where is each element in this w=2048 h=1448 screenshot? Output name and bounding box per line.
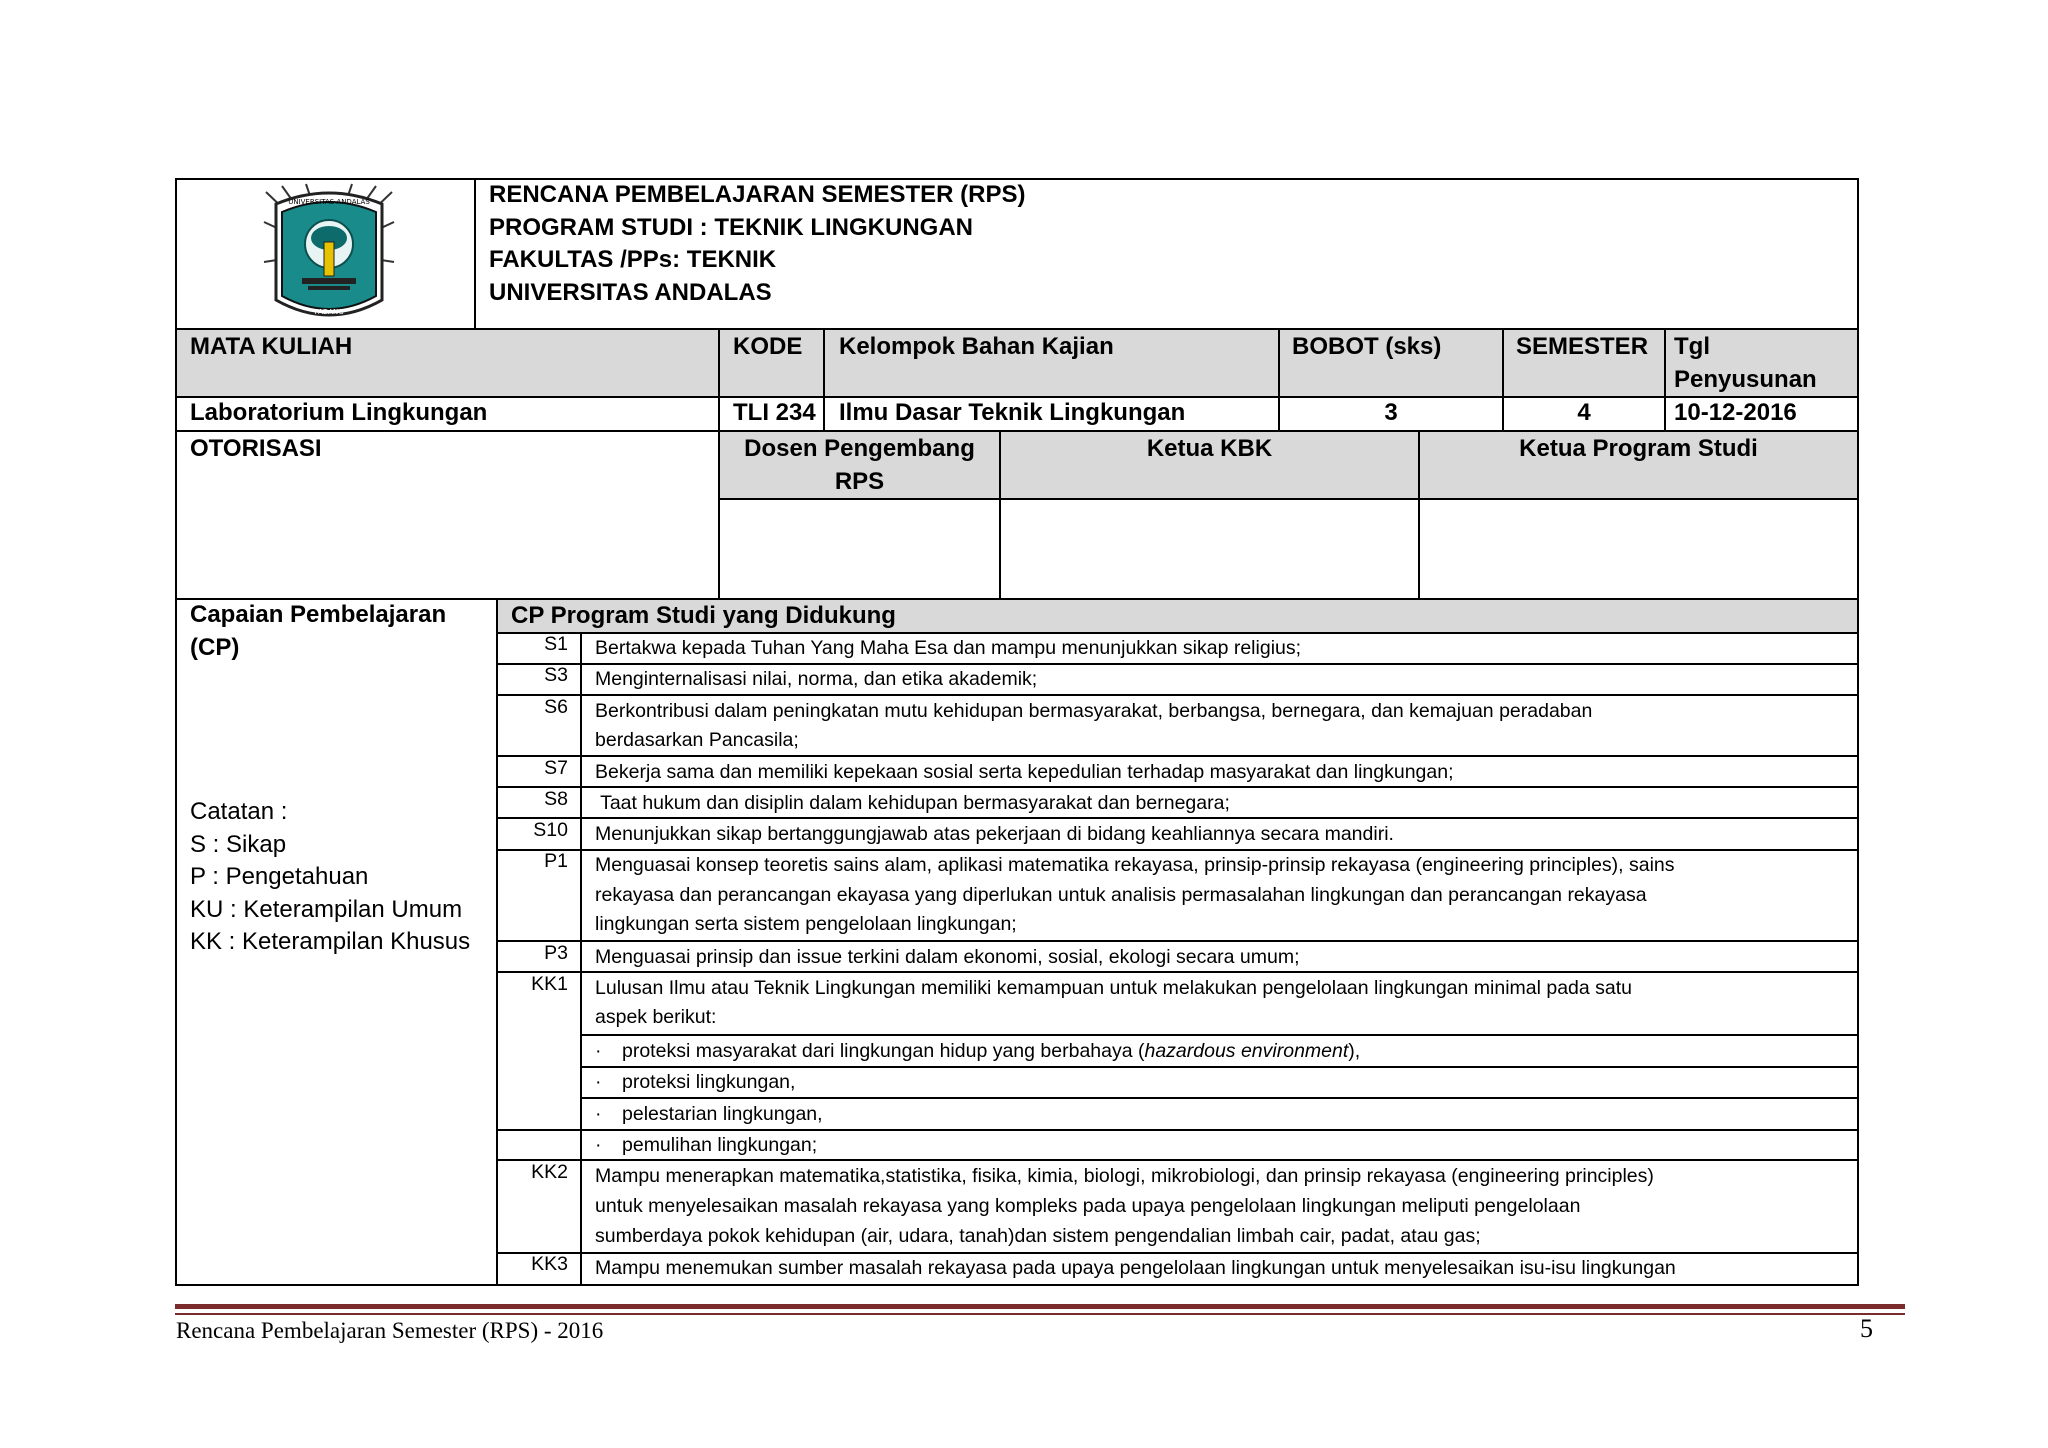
kode-value: TLI 234 [733, 399, 816, 426]
cp-desc-kk1-line1: Lulusan Ilmu atau Teknik Lingkungan memiliki kemampuan untuk melakukan pengelolaan lingkungan minimal pada satu [595, 977, 1633, 999]
semester-value: 4 [1577, 399, 1591, 426]
cp-desc-s6-line2: berdasarkan Pancasila; [595, 729, 799, 751]
bullet-marker: · [595, 1134, 602, 1156]
cp-desc-s8: Taat hukum dan disiplin dalam kehidupan bermasyarakat dan bernegara; [595, 792, 1230, 814]
cp-desc-kk2-line2: untuk menyelesaikan masalah rekayasa yang kompleks pada upaya pengelolaan lingkungan meliputi pengelolaan [595, 1195, 1581, 1217]
cp-desc-kk2-line1: Mampu menerapkan matematika,statistika, fisika, kimia, biologi, mikrobiologi, dan prinsip rekayasa (engineering principles) [595, 1165, 1654, 1187]
kode-header: KODE [733, 333, 803, 360]
cp-desc-p1-line3: lingkungan serta sistem pengelolaan lingkungan; [595, 913, 1017, 935]
cp-code-kk2: KK2 [531, 1161, 568, 1183]
program-studi-title: PROGRAM STUDI : TEKNIK LINGKUNGAN [489, 214, 973, 241]
cp-code-p3: P3 [544, 942, 568, 964]
cp-code-s7: S7 [544, 757, 568, 779]
cp-desc-s7: Bekerja sama dan memiliki kepekaan sosial serta kepedulian terhadap masyarakat dan lingkungan; [595, 761, 1454, 783]
ketua-kbk-label: Ketua KBK [1146, 435, 1273, 462]
kk1-bullet-item: · proteksi masyarakat dari lingkungan hidup yang berbahaya (hazardous environment), [595, 1036, 1360, 1066]
ketua-prodi-signature-cell[interactable] [1420, 500, 1857, 598]
cp-desc-p1-line2: rekayasa dan perancangan ekayasa yang diperlukan untuk analisis permasalahan lingkungan dan perancangan rekayasa [595, 884, 1647, 906]
bullet-marker: · [595, 1040, 602, 1062]
dosen-pengembang-line1: Dosen Pengembang [744, 435, 975, 462]
otorisasi-label: OTORISASI [190, 435, 322, 462]
rps-title: RENCANA PEMBELAJARAN SEMESTER (RPS) [489, 181, 1026, 208]
cp-code-s3: S3 [544, 664, 568, 686]
catatan-keterampilan-umum: KU : Keterampilan Umum [190, 896, 463, 923]
bobot-value: 3 [1384, 399, 1398, 426]
cp-desc-s6-line1: Berkontribusi dalam peningkatan mutu kehidupan bermasyarakat, berbangsa, bernegara, dan kemajuan peradaban [595, 700, 1593, 722]
cp-desc-kk3: Mampu menemukan sumber masalah rekayasa pada upaya pengelolaan lingkungan untuk menyelesaikan isu-isu lingkungan [595, 1257, 1676, 1279]
kelompok-header: Kelompok Bahan Kajian [839, 333, 1114, 360]
tgl-header-line2: Penyusunan [1674, 366, 1817, 393]
cp-label-line1: Capaian Pembelajaran [190, 601, 447, 628]
catatan-sikap: S : Sikap [190, 831, 287, 858]
catatan-keterampilan-khusus: KK : Keterampilan Khusus [190, 928, 471, 955]
mata-kuliah-header: MATA KULIAH [190, 333, 353, 360]
cp-code-s8: S8 [544, 788, 568, 810]
kelompok-value: Ilmu Dasar Teknik Lingkungan [839, 399, 1186, 426]
tgl-header-line1: Tgl [1674, 333, 1710, 360]
footer-rule [175, 1304, 1905, 1309]
kk1-bullet-item: · pelestarian lingkungan, [595, 1099, 823, 1129]
cp-desc-s1: Bertakwa kepada Tuhan Yang Maha Esa dan mampu menunjukkan sikap religius; [595, 637, 1302, 659]
cp-desc-s10: Menunjukkan sikap bertanggungjawab atas pekerjaan di bidang keahliannya secara mandiri. [595, 823, 1394, 845]
universitas-title: UNIVERSITAS ANDALAS [489, 279, 772, 306]
footer-rule-thin [175, 1313, 1905, 1315]
cp-desc-p1-line1: Menguasai konsep teoretis sains alam, aplikasi matematika rekayasa, prinsip-prinsip rekayasa (engineering principles), sains [595, 854, 1675, 876]
bullet-marker: · [595, 1071, 602, 1093]
cp-code-p1: P1 [544, 850, 568, 872]
semester-header: SEMESTER [1516, 333, 1649, 360]
university-logo [262, 182, 396, 326]
cp-code-s10: S10 [533, 819, 568, 841]
catatan-title: Catatan : [190, 798, 288, 825]
kk1-bullet-item: · proteksi lingkungan, [595, 1067, 795, 1097]
cp-desc-kk1-line2: aspek berikut: [595, 1006, 717, 1028]
ketua-kbk-signature-cell[interactable] [1001, 500, 1418, 598]
tgl-value: 10-12-2016 [1674, 399, 1797, 426]
cp-desc-kk2-line3: sumberdaya pokok kehidupan (air, udara, tanah)dan sistem pengendalian limbah cair, padat, atau gas; [595, 1225, 1481, 1247]
cp-section-title: CP Program Studi yang Didukung [511, 602, 896, 629]
kk1-bullet-item: · pemulihan lingkungan; [595, 1130, 817, 1160]
mata-kuliah-value: Laboratorium Lingkungan [190, 399, 488, 426]
cp-code-s6: S6 [544, 696, 568, 718]
page-number: 5 [1860, 1314, 1873, 1343]
fakultas-title: FAKULTAS /PPs: TEKNIK [489, 246, 777, 273]
catatan-pengetahuan: P : Pengetahuan [190, 863, 369, 890]
cp-code-kk3: KK3 [531, 1253, 568, 1275]
dosen-pengembang-line2: RPS [834, 468, 885, 495]
cp-desc-p3: Menguasai prinsip dan issue terkini dalam ekonomi, sosial, ekologi secara umum; [595, 946, 1300, 968]
dosen-signature-cell[interactable] [720, 500, 999, 598]
svg-text:UNIVERSITAS ANDALAS: UNIVERSITAS ANDALAS [288, 198, 370, 206]
cp-code-kk1: KK1 [531, 973, 568, 995]
cp-code-s1: S1 [544, 633, 568, 655]
bullet-marker: · [595, 1103, 602, 1125]
ketua-prodi-label: Ketua Program Studi [1519, 435, 1758, 462]
cp-desc-s3: Menginternalisasi nilai, norma, dan etika akademik; [595, 668, 1038, 690]
bobot-header: BOBOT (sks) [1292, 333, 1442, 360]
cp-label-line2: (CP) [190, 634, 240, 661]
footer-text: Rencana Pembelajaran Semester (RPS) - 2016 [176, 1318, 604, 1343]
svg-text:PADANG: PADANG [314, 308, 344, 316]
